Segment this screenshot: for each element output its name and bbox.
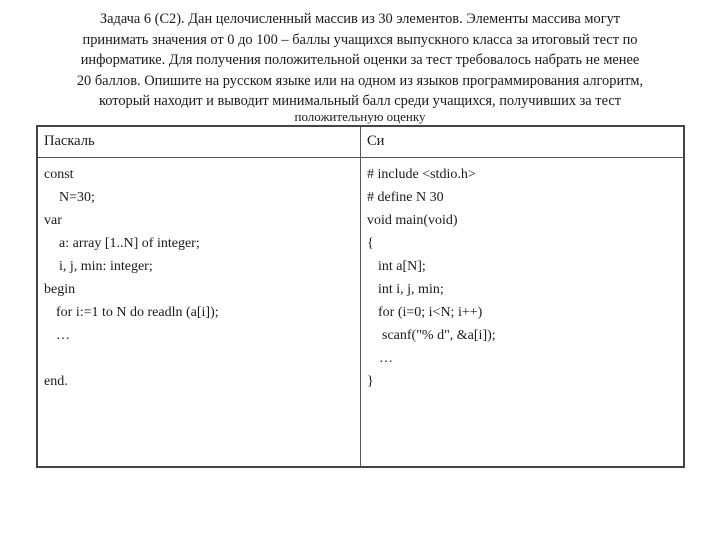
c-code-line: for (i=0; i<N; i++) (378, 305, 483, 320)
c-code-line: # include <stdio.h> (367, 167, 476, 182)
pascal-code-line: … (56, 328, 70, 343)
pascal-code-line: const (44, 167, 74, 182)
code-table (36, 125, 685, 468)
task-statement (38, 9, 682, 123)
c-code-line: } (367, 374, 374, 389)
pascal-code-line: var (44, 213, 62, 228)
task-line: положительную оценку (294, 108, 426, 124)
pascal-code-line: a: array [1..N] of integer; (59, 236, 200, 251)
task-line: информатике. Для получения положительной оценки за тест требовалось набрать не менее (80, 52, 640, 68)
c-code-line: scanf("% d", &a[i]); (382, 328, 496, 343)
pascal-code-line: N=30; (59, 190, 95, 205)
c-code-line: { (367, 236, 374, 251)
pascal-code-line: begin (44, 282, 76, 297)
pascal-code-line: for i:=1 to N do readln (a[i]); (56, 305, 219, 320)
c-code-line: # define N 30 (367, 190, 444, 205)
pascal-header: Паскаль (38, 127, 361, 158)
task-line: 20 баллов. Опишите на русском языке или на одном из языков программирования алгоритм, (76, 72, 644, 89)
c-code-line: int a[N]; (378, 259, 426, 274)
task-line: Задача 6 (С2). Дан целочисленный массив из 30 элементов. Элементы массива могут (99, 11, 621, 27)
c-code-cell (361, 158, 683, 466)
task-line: который находит и выводит минимальный балл среди учащихся, получивших за тест (99, 93, 621, 109)
pascal-code-line: end. (44, 374, 68, 389)
task-line: принимать значения от 0 до 100 – баллы учащихся выпускного класса за итоговый тест по (82, 31, 638, 48)
c-code-line: … (379, 351, 393, 366)
c-header: Си (361, 127, 683, 158)
pascal-code-cell (38, 158, 361, 466)
pascal-code-line: i, j, min: integer; (59, 259, 153, 274)
c-code-line: int i, j, min; (378, 282, 444, 297)
c-code-line: void main(void) (367, 213, 458, 228)
